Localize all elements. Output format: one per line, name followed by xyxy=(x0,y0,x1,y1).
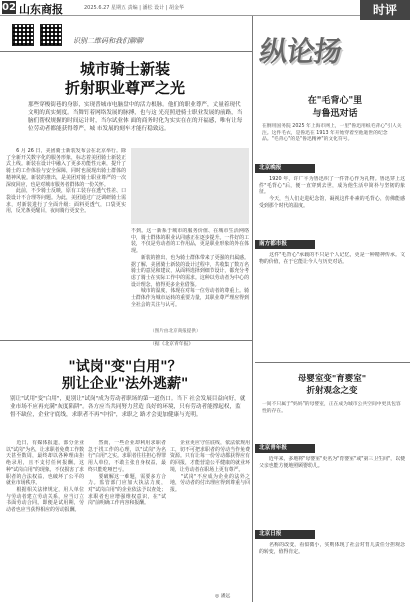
article1-title-line2: 折射职业尊严之光 xyxy=(64,79,185,97)
right-body2: 这件"毛背心"承载的不只是个人记忆，更是一种精神传承。文物的价值，在于它能让今人与历史对话。 xyxy=(259,252,405,265)
source-tag-beijing-daily: 北京日报 xyxy=(255,530,315,539)
article1-body-left: 6 月 26 日，美团骑士新装发布会在北京举行。除了全新开关数字化的服务形象，标志着美团骑士新装正式上线。新装在设计中融入了更多功能性元素，提升了骑士的工作体验与安全保障，同时也展现出骑士群体的精神风貌。新装的推出，是美团对骑士职业尊严的一次深度回应，也是对城市服务者群体的一份关怀。 此前，不少骑士反映，原有工装存在透气性差、口袋设计不合理等问题。为此，美团通过广泛调研骑士需求，对新装进行了全面升级：面料更透气，口袋更实用，反光条更醒目，夜间骑行更安全。 xyxy=(6,148,126,215)
right-body4: 名称的改变，看似微小，实则体现了社会对育儿责任分担观念的转变，值得肯定。 xyxy=(259,542,405,555)
source-tag-southern-metro: 南方都市报 xyxy=(255,240,315,249)
issue-meta: 2025.6.27 星期五 责编 | 潘松 设计 | 胡金华 xyxy=(84,5,184,11)
divider xyxy=(0,340,252,341)
article2-source: （据《北京青年报》 xyxy=(150,342,194,347)
right-article2-title-line2: 折射观念之变 xyxy=(306,386,358,396)
banner-word: 纵论扬 xyxy=(257,35,344,68)
right-article2-lead: 一间不只属于"妈妈"的母婴室，正在成为城市公共空间中更具包容性的存在。 xyxy=(262,402,401,414)
right-body1: 1920 年，许广平为鲁迅织了一件背心作为礼物。鲁迅穿上这件"毛背心"后，便一直穿到去世，成为他生活中简朴与坚韧的象征。 今天，当人们走进纪念馆，凝视这件朴素的毛背心，仿佛能感受到那个时代的温度。 xyxy=(259,176,405,209)
divider xyxy=(255,362,410,363)
right-article1-title-line2: 与鲁迅对话 xyxy=(312,109,358,119)
article1-caption: （图片由北京商报提供） xyxy=(150,329,201,334)
page-number: 02 xyxy=(2,2,16,13)
right-article2-title-line1: 母婴室变"育婴室" xyxy=(297,374,367,384)
article2-body-right: 企业更应守住底线，依法依规用工，切不可把求职者的劳动当作免费资源。只有让每一份劳动都获得应有的回报，才能营造公平健康的就业环境，让劳动者在职场上更有尊严。 "试岗"不应成为企业的法外之地，劳动者的付出理应得到尊重与回报。 xyxy=(170,440,250,493)
section-tab[interactable]: 时评 xyxy=(360,0,410,20)
article1-lead: 那些穿梭街巷的身影，实现普城市电脑盘中的活力根脉。他们的职业尊严，丈量着现代文明的真实刻度。当舞钉着网络发展的脉搏，也与这 光亮照进骑士职业发展的前路，当脑们帮权规握的时间运计时，当尔试业体 面的商务时化为实实在在的开福感，唯有让每位劳动者都能获得尊严，城 市发展的刻车才能行稳致远。 xyxy=(28,102,243,132)
article2-lead: 别让"试用"变"白用"，更别让"试岗"成为劳动者职场的第一道伤口。当下 社会发展目益向好，就业市场不应再充满"灰度陷阱"。各方应当共同努力营造 良好的环境，只有劳动者能撑起权，监督不缺位，企业守底线，求职者不再"中招"，求职之 路才会更加健康与光明。 xyxy=(10,396,246,418)
article2-title-line1: "试岗"变"白用"？ xyxy=(68,359,182,375)
article2-body-left: 近日，有媒体报道，部分企业以"试岗"为名，让求职者免费工作数天甚至数周，最终却以各种理由拒绝录用，且不支付任何报酬。这种"试岗白用"的现象，不仅损害了求职者的合法权益，也破坏了公平的就业市场秩序。 根据相关法律规定，用人单位与劳动者建立劳动关系，应当订立书面劳动合同。即便是试用期，劳动者也应当获得相应的劳动报酬。 xyxy=(6,440,84,514)
source-tag-beijing-youth: 北京青年报 xyxy=(255,444,315,453)
article1-body-right: 不到。这一新系于城市的服务价值、在城市生活网络中，骑士群体的职业认同感正在逐步提升。一件好的工装，不仅是劳动者的工作用品，更是职业形象的外在体现。 新装的推出，也为骑士群体带来了更强的归属感。据了解，美团骑士新装的设计过程中，共收集了数万名骑士的意见和建议，从面料选择到细节设计，都充分考虑了骑士在实际工作中的需求。这种以劳动者为中心的设计理念，值得更多企业借鉴。 城市的温度，体现在对每一位劳动者的尊重上。骑士群体作为城市运转的重要力量，其职业尊严理应得到全社会的关注与认可。 xyxy=(131,228,249,308)
article2-author: ◎ 潘远 xyxy=(215,594,231,599)
article1-photo xyxy=(131,148,249,224)
qr-code-icon[interactable] xyxy=(12,24,34,46)
divider xyxy=(0,51,252,52)
article2-title-line2: 别让企业"法外逃薪" xyxy=(61,376,189,392)
source-tag-beijing-evening: 北京晚报 xyxy=(255,164,315,173)
column-divider xyxy=(252,16,253,602)
article1-title-line1: 城市骑士新装 xyxy=(79,60,170,78)
article2-body-mid: 然而，一些企业却利用求职者急于找工作的心理，以"试岗"为名行"白用"之实。求职者往往担心得罪用人单位，不敢主张自身权益，最终只能吃哑巴亏。 要破解这一难题，需要多方合力。监管部门应加大执法力度，对"试岗白用"的企业依法予以查处；求职者也应增强维权意识，在"试岗"前明确工作内容和报酬。 xyxy=(88,440,166,507)
right-article1-title-line1: 在"毛背心"里 xyxy=(307,96,363,106)
page-header xyxy=(0,0,410,16)
right-article1-lead: 在倒用国务院 2025 年上海市网上，一里"鲁迅用纸毛背心"引人关注。这件毛衣，是鲁迅在 1913 年开始穿着至他逝世的纪念品。"毛背心"的是"鲁迅精神"的文化符号。 xyxy=(262,124,402,143)
paper-name: 山东商报 xyxy=(19,3,63,16)
qr-code-icon[interactable] xyxy=(40,24,62,46)
right-body3: 近年来，多地将"母婴室"更名为"育婴室"或"第三卫生间"，以便父亲也能方便地照顾婴幼儿。 xyxy=(259,456,405,469)
scan-slogan: 识别二维码和我们聊聊 xyxy=(73,37,143,45)
